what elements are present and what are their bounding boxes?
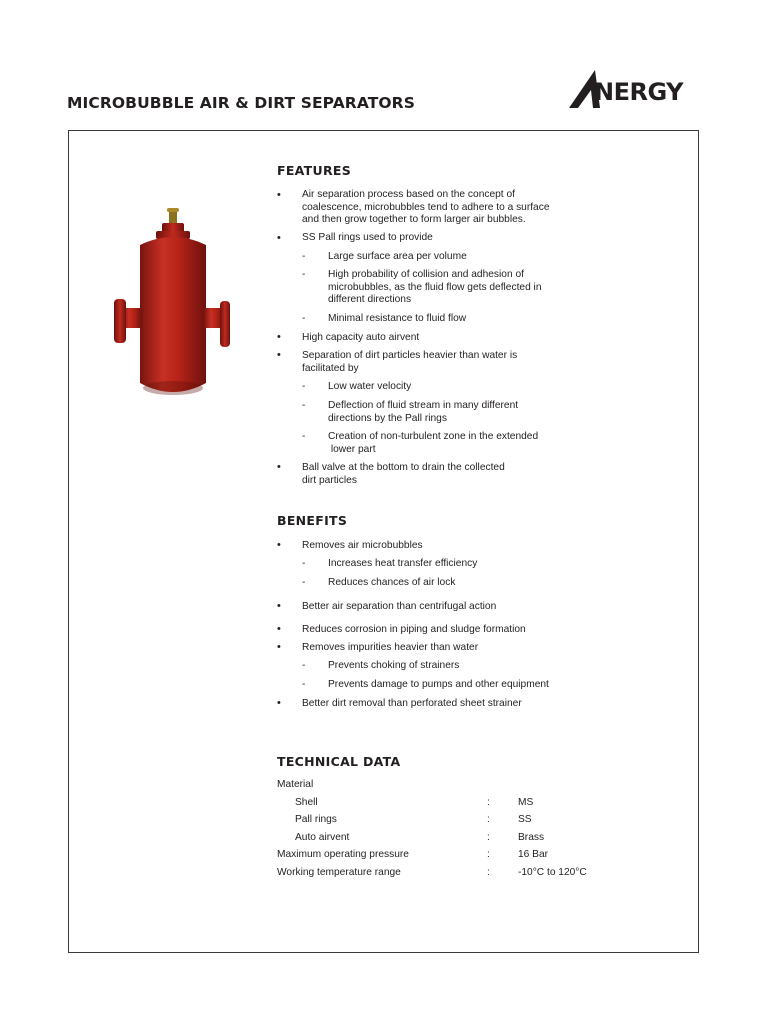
bullet-icon: • (277, 349, 281, 361)
dash-icon: - (302, 577, 306, 588)
dash-icon: - (302, 251, 306, 262)
feature-2a: Large surface area per volume (328, 251, 467, 262)
bullet-icon: • (277, 461, 281, 473)
spec-separator: : (487, 849, 490, 860)
dash-icon: - (302, 269, 306, 280)
features-heading: FEATURES (277, 163, 352, 178)
bullet-icon: • (277, 539, 281, 551)
feature-3: High capacity auto airvent (302, 332, 420, 343)
feature-2c: Minimal resistance to fluid flow (328, 313, 467, 324)
spec-value: Brass (518, 832, 545, 843)
benefit-4b: Prevents damage to pumps and other equipment (328, 679, 549, 690)
dash-icon: - (302, 679, 306, 690)
spec-value: SS (518, 814, 532, 825)
feature-1: Air separation process based on the concept of coalescence, microbubbles tend to adhere to a surface and then grow together to form larger air bubbles. (302, 189, 550, 226)
bullet-icon: • (277, 600, 281, 612)
feature-4b: Deflection of fluid stream in many different directions by the Pall rings (328, 400, 519, 424)
separator-product-image (110, 205, 234, 400)
spec-separator: : (487, 867, 490, 878)
benefit-4a: Prevents choking of strainers (328, 660, 460, 671)
benefit-4: Removes impurities heavier than water (302, 642, 479, 653)
technical-heading: TECHNICAL DATA (277, 754, 401, 769)
spec-separator: : (487, 832, 490, 843)
brand-logo (567, 68, 703, 114)
bullet-icon: • (277, 697, 281, 709)
benefit-1: Removes air microbubbles (302, 540, 423, 551)
feature-4: Separation of dirt particles heavier than water is facilitated by (302, 350, 518, 374)
benefit-2: Better air separation than centrifugal action (302, 601, 497, 612)
bullet-icon: • (277, 623, 281, 635)
spec-separator: : (487, 797, 490, 808)
logo-text: NERGY (594, 78, 684, 106)
feature-4a: Low water velocity (328, 381, 412, 392)
feature-4c: Creation of non-turbulent zone in the extended lower part (328, 431, 539, 455)
benefit-5: Better dirt removal than perforated sheet strainer (302, 698, 522, 709)
material-label: Material (277, 779, 314, 790)
spec-value: -10°C to 120°C (518, 867, 587, 878)
spec-label: Pall rings (295, 814, 337, 825)
spec-label: Auto airvent (295, 832, 350, 843)
dash-icon: - (302, 431, 306, 442)
dash-icon: - (302, 660, 306, 671)
dash-icon: - (302, 381, 306, 392)
benefit-1b: Reduces chances of air lock (328, 577, 456, 588)
feature-2b: High probability of collision and adhesion of microbubbles, as the fluid flow gets deflected in different directions (328, 269, 542, 306)
spec-value: 16 Bar (518, 849, 549, 860)
page-title: MICROBUBBLE AIR & DIRT SEPARATORS (67, 94, 415, 112)
dash-icon: - (302, 400, 306, 411)
benefit-1a: Increases heat transfer efficiency (328, 558, 478, 569)
dash-icon: - (302, 313, 306, 324)
dash-icon: - (302, 558, 306, 569)
bullet-icon: • (277, 232, 281, 244)
spec-value: MS (518, 797, 534, 808)
feature-5: Ball valve at the bottom to drain the collected dirt particles (302, 462, 505, 486)
feature-2: SS Pall rings used to provide (302, 232, 433, 243)
benefit-3: Reduces corrosion in piping and sludge formation (302, 624, 526, 635)
spec-separator: : (487, 814, 490, 825)
spec-label: Shell (295, 797, 318, 808)
benefits-heading: BENEFITS (277, 513, 348, 528)
spec-label: Working temperature range (277, 867, 401, 878)
bullet-icon: • (277, 641, 281, 653)
spec-label: Maximum operating pressure (277, 849, 409, 860)
bullet-icon: • (277, 189, 281, 201)
bullet-icon: • (277, 331, 281, 343)
